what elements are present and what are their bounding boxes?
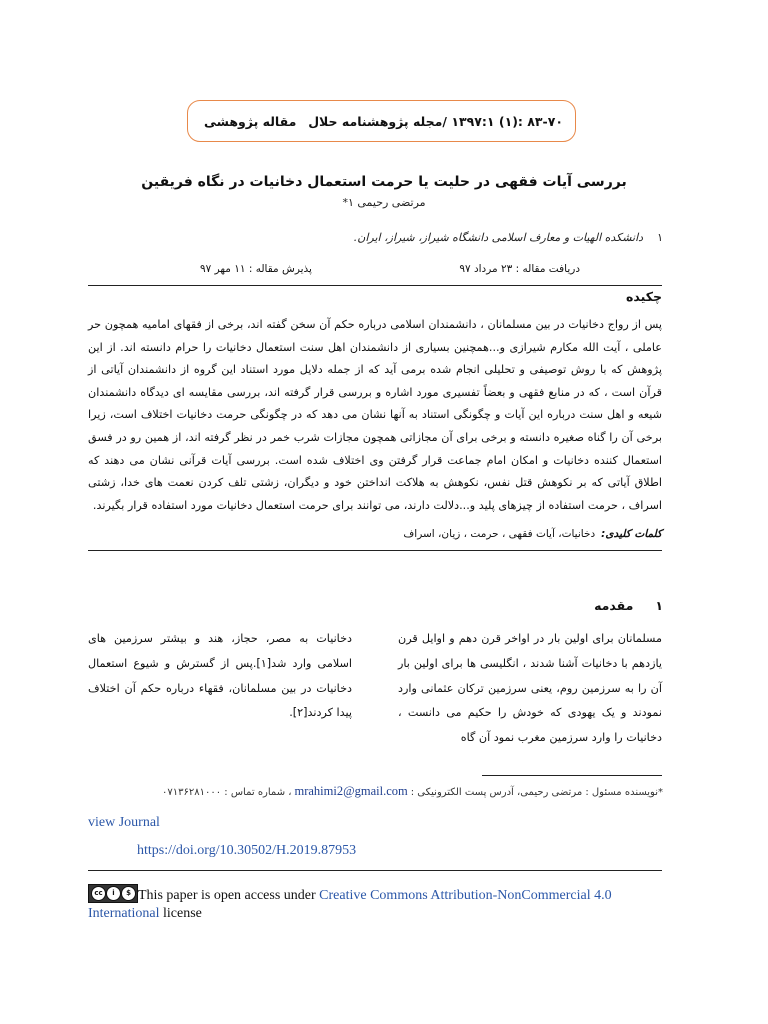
keywords-line — [403, 528, 662, 540]
abstract-top-rule — [88, 285, 662, 286]
affiliation-number: ۱ — [657, 231, 663, 244]
abstract-bottom-rule — [88, 550, 662, 551]
abstract-text: پس از رواج دخانیات در بین مسلمانان ، دانشمندان اسلامی درباره حکم آن سخن گفته اند، برخی از فقهای امامیه همچون حر عاملی ، آیت الله مکارم شیرازی و...همچنین بسیاری از دانشمندان اهل سنت استعمال دخانیات را حرام دانسته اند. از این پژوهش که با روش توصیفی و تحلیلی انجام شده برمی آید که از جمله دلایل مورد استناد این گروه از دانشمندان آیاتی از قرآن است ، که در منابع فقهی و بعضاً تفسیری مورد اشاره و بررسی قرار گرفته اند، بررسی مقایسه ای دیدگاه دانشمندان شیعه و اهل سنت درباره این آیات و چگونگی استناد به آنها نشان می دهد که در چگونگی حرمت دخانیات اختلاف است، زیرا برخی آن را گناه صغیره دانسته و برخی برای آن مجازاتی همچون مجازات شرب خمر در نظر گرفته اند، از همین رو در فسق استعمال کننده دخانیات و امکان امام جماعت قرار گرفتن وی اختلاف شده است. بررسی آیات قرآنی نشان می دهند که اطلاق آیاتی که بر نکوهش قتل نفس، نکوهش به هلاکت انداختن خود و دیگران، زشتی تلف کردن نعمت های خدا، زشتی اسراف ، حرمت استفاده از چیزهای پلید و...دلالت دارند، می توانند برای حرمت استعمال دخانیات مورد استفاده قرار بگیرند. — [88, 318, 662, 512]
license-rule — [88, 870, 662, 871]
license-pre-text: This paper is open access under — [138, 888, 320, 903]
noncommercial-icon: $ — [121, 886, 136, 901]
article-dates — [200, 263, 580, 275]
accepted-date: پذیرش مقاله : ۱۱ مهر ۹۷ — [200, 263, 312, 275]
footnote-phone: ، شماره تماس : ۰۷۱۳۶۲۸۱۰۰۰ — [162, 787, 292, 798]
footnote-rule — [482, 775, 662, 776]
license-statement — [88, 884, 648, 923]
intro-column-right: مسلمانان برای اولین بار در اواخر قرن دهم و اوایل قرن یازدهم با دخانیات آشنا شدند ، انگلیسی ها برای اولین بار آن را به سرزمین روم، یعنی سرزمین ترکان عثمانی وارد نمودند و یک یهودی که خودش را حکیم می دانست ، دخانیات را وارد سرزمین مغرب نمود آن گاه — [398, 632, 662, 745]
affiliation-text: دانشکده الهیات و معارف اسلامی دانشگاه شیراز، شیراز، ایران. — [353, 231, 644, 244]
cc-license-badge-icon[interactable] — [88, 884, 138, 903]
attribution-icon: i — [106, 886, 121, 901]
paper-title: بررسی آیات فقهی در حلیت یا حرمت استعمال دخانیات در نگاه فریقین — [141, 174, 627, 190]
author-email-link[interactable]: mrahimi2@gmail.com — [294, 784, 408, 798]
keywords-text: دخانیات، آیات فقهی ، حرمت ، زیان، اسراف — [403, 528, 596, 540]
journal-citation: ۸۳-۷۰ :(۱) ۱۳۹۷:۱ /مجله پژوهشنامه حلال — [308, 113, 563, 129]
view-journal-link[interactable]: view Journal — [88, 815, 160, 830]
abstract-heading: چکیده — [626, 289, 662, 304]
affiliation — [354, 231, 663, 244]
keywords-label: کلمات کلیدی: — [601, 528, 662, 540]
intro-column-left: دخانیات به مصر، حجاز، هند و بیشتر سرزمین های اسلامی وارد شد[۱].پس از گسترش و شیوع استعمال دخانیات در بین مسلمانان، فقهاء درباره حکم آن اختلاف پیدا کردند[۲]. — [88, 632, 353, 720]
journal-header-box — [187, 100, 576, 142]
section-heading-introduction — [594, 598, 663, 613]
received-date: دریافت مقاله : ۲۳ مرداد ۹۷ — [459, 263, 580, 275]
corresponding-author-footnote — [162, 784, 663, 799]
footnote-prefix: *نویسنده مسئول : مرتضی رحیمی، آدرس پست الکترونیکی : — [410, 787, 663, 798]
license-post-text: license — [159, 906, 202, 921]
section-number: ۱ — [655, 598, 663, 613]
article-type-label: مقاله پژوهشی — [204, 113, 297, 129]
cc-icon: cc — [91, 886, 106, 901]
license-link[interactable]: Creative Commons Attribution-NonCommercial 4.0 International — [88, 888, 612, 921]
author-name: مرتضی رحیمی ١* — [342, 196, 426, 209]
section-title: مقدمه — [594, 598, 634, 613]
doi-link[interactable]: https://doi.org/10.30502/H.2019.87953 — [137, 843, 357, 858]
